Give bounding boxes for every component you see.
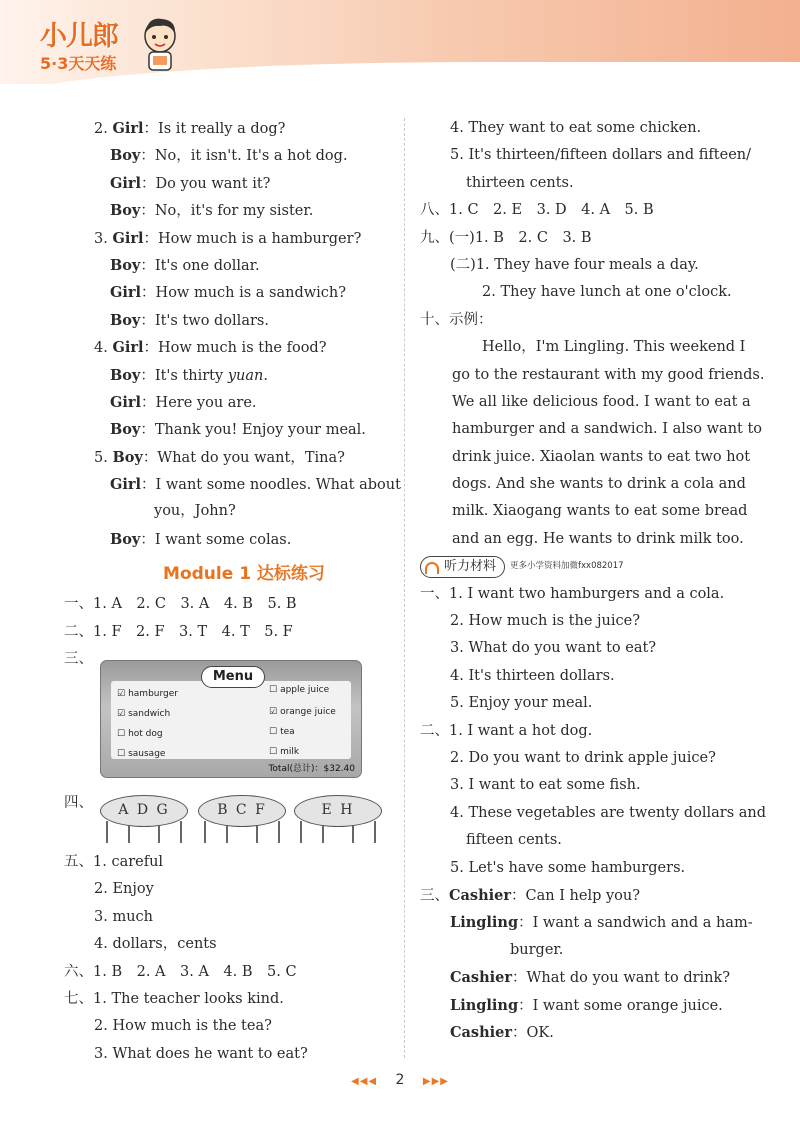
- menu-total: Total(总计)：$32.40: [268, 764, 355, 774]
- answer-line: 5. Boy：What do you want，Tina?: [94, 448, 345, 466]
- table-figure: [198, 795, 286, 845]
- answer-line: you，John?: [154, 503, 236, 520]
- answer-line: 5. Let's have some hamburgers.: [450, 859, 686, 876]
- headphones-icon: [425, 562, 439, 574]
- answer-line: thirteen cents.: [466, 174, 574, 191]
- answer-line: 六、1. B 2. A 3. A 4. B 5. C: [64, 963, 297, 980]
- answer-line: 三、Cashier：Can I help you?: [420, 886, 641, 904]
- answer-line: 4. These vegetables are twenty dollars and: [450, 804, 767, 821]
- table-figure: [100, 795, 188, 845]
- answer-line: 一、1. A 2. C 3. A 4. B 5. B: [64, 596, 297, 613]
- section-3-label: 三、: [64, 651, 93, 668]
- checkbox-icon: ☐: [269, 727, 278, 737]
- answer-line: 3. What does he want to eat?: [94, 1045, 308, 1062]
- listening-header: [420, 553, 750, 580]
- left-column-lower: [64, 849, 394, 1068]
- checkbox-icon: ☐: [117, 729, 126, 739]
- essay-line: milk. Xiaogang wants to eat some bread: [452, 503, 748, 520]
- essay-line: go to the restaurant with my good friends.: [452, 366, 765, 383]
- answer-line: Boy：Thank you! Enjoy your meal.: [110, 421, 366, 439]
- answer-line: 二、1. I want a hot dog.: [420, 722, 593, 739]
- essay-line: and an egg. He wants to drink milk too.: [452, 530, 744, 547]
- checkbox-icon: ☑: [269, 707, 278, 717]
- answer-line: Girl：Here you are.: [110, 393, 257, 411]
- menu-list: [111, 681, 351, 759]
- answer-line: Boy：It's two dollars.: [110, 311, 269, 329]
- menu-board: [100, 660, 362, 778]
- answer-line: Girl：Do you want it?: [110, 174, 271, 192]
- boy-mascot-icon: [140, 16, 180, 74]
- table-label: B C F: [198, 795, 286, 827]
- column-divider: [404, 118, 405, 1058]
- menu-item: ☐ sausage: [117, 749, 166, 759]
- answer-line: 一、1. I want two hamburgers and a cola.: [420, 585, 725, 602]
- checkbox-icon: ☐: [269, 685, 278, 695]
- checkbox-icon: ☐: [117, 749, 126, 759]
- answer-line: Boy：I want some colas.: [110, 530, 292, 548]
- table-label: E H: [294, 795, 382, 827]
- menu-item: ☐ hot dog: [117, 729, 163, 739]
- answer-line: Girl：How much is a sandwich?: [110, 284, 347, 302]
- answer-line: 3. What do you want to eat?: [450, 640, 657, 657]
- answer-line: 4. Girl：How much is the food?: [94, 339, 327, 357]
- answer-line: Lingling：I want some orange juice.: [450, 996, 723, 1014]
- answer-line: 2. They have lunch at one o'clock.: [482, 284, 732, 301]
- answer-line: (二)1. They have four meals a day.: [450, 256, 699, 273]
- answer-line: 4. dollars，cents: [94, 936, 217, 953]
- answer-line: 5. It's thirteen/fifteen dollars and fifteen/: [450, 147, 751, 164]
- answer-line: 4. They want to eat some chicken.: [450, 120, 702, 136]
- menu-item: ☐ tea: [269, 727, 295, 737]
- left-column: [64, 115, 401, 673]
- essay-line: dogs. And she wants to drink a cola and: [452, 476, 746, 493]
- table-label: A D G: [100, 795, 188, 827]
- answer-line: 七、1. The teacher looks kind.: [64, 990, 284, 1007]
- menu-item: ☐ apple juice: [269, 685, 330, 695]
- answer-line: 2. How much is the tea?: [94, 1018, 272, 1035]
- answer-line: 2. Enjoy: [94, 881, 154, 898]
- answer-line: 3. I want to eat some fish.: [450, 777, 641, 794]
- answer-line: Cashier：OK.: [450, 1023, 554, 1041]
- promo-text: 更多小学资料加微fxx082017: [510, 561, 624, 572]
- answer-line: 2. Do you want to drink apple juice?: [450, 749, 716, 766]
- menu-item: ☑ hamburger: [117, 689, 178, 699]
- answer-line: 2. How much is the juice?: [450, 613, 640, 630]
- answer-line: Lingling：I want a sandwich and a ham-: [450, 914, 753, 932]
- answer-line: 九、(一)1. B 2. C 3. B: [420, 229, 592, 246]
- answer-line: 五、1. careful: [64, 854, 164, 870]
- checkbox-icon: ☑: [117, 689, 126, 699]
- menu-item: ☑ sandwich: [117, 709, 171, 719]
- tables-figure: [64, 795, 384, 850]
- left-arrows-icon: ◀◀◀: [351, 1076, 378, 1087]
- answer-line: Cashier：What do you want to drink?: [450, 969, 731, 987]
- page-number: 2: [395, 1072, 405, 1088]
- answer-line: 八、1. C 2. E 3. D 4. A 5. B: [420, 202, 654, 219]
- answer-line: Girl：I want some noodles. What about: [110, 476, 401, 494]
- essay-line: We all like delicious food. I want to eat a: [452, 393, 751, 410]
- sample-essay: [420, 334, 765, 553]
- essay-line: drink juice. Xiaolan wants to eat two hot: [452, 448, 751, 465]
- checkbox-icon: ☐: [269, 747, 278, 757]
- section-10-label: 十、示例：: [420, 311, 493, 328]
- answer-line: fifteen cents.: [466, 832, 562, 849]
- right-column: [420, 115, 767, 1046]
- right-arrows-icon: ▶▶▶: [422, 1076, 449, 1087]
- answer-line: burger.: [510, 941, 564, 958]
- menu-title: Menu: [201, 666, 265, 688]
- answer-line: 二、1. F 2. F 3. T 4. T 5. F: [64, 623, 293, 640]
- answer-line: 2. Girl：Is it really a dog?: [94, 120, 286, 137]
- essay-line: Hello，I'm Lingling. This weekend I: [482, 339, 746, 356]
- answer-line: 5. Enjoy your meal.: [450, 695, 593, 712]
- listening-tag: 听力材料: [420, 556, 505, 578]
- logo-sub-text: 5·3天天练: [40, 54, 117, 73]
- menu-item: ☐ milk: [269, 747, 300, 757]
- section-4-label: 四、: [64, 795, 93, 811]
- answer-line: Boy：No，it's for my sister.: [110, 202, 314, 220]
- answer-line: Boy：It's one dollar.: [110, 256, 260, 274]
- table-figure: [294, 795, 382, 845]
- answer-line: Boy：No，it isn't. It's a hot dog.: [110, 147, 348, 165]
- module-title: Module 1 达标练习: [163, 564, 325, 585]
- answer-line: Boy：It's thirty yuan.: [110, 366, 268, 384]
- logo-main-text: 小儿郎: [40, 21, 118, 52]
- brand-logo: [40, 14, 118, 74]
- answer-line: 3. much: [94, 908, 153, 925]
- checkbox-icon: ☑: [117, 709, 126, 719]
- essay-line: hamburger and a sandwich. I also want to: [452, 421, 763, 438]
- menu-item: ☑ orange juice: [269, 707, 336, 717]
- page-footer: [0, 1072, 800, 1088]
- answer-line: 3. Girl：How much is a hamburger?: [94, 229, 362, 247]
- answer-line: 4. It's thirteen dollars.: [450, 667, 615, 684]
